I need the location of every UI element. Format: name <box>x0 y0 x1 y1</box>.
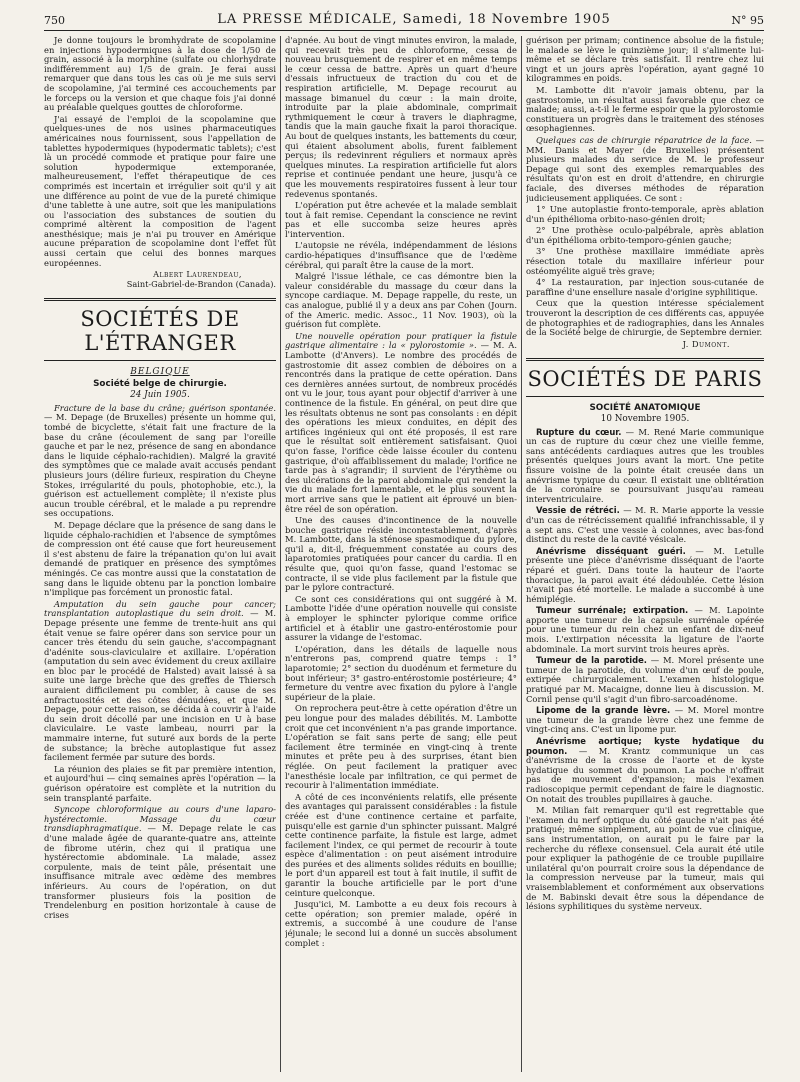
paragraph <box>526 547 764 605</box>
article-body: — M. Depage présente une femme de trente-huit ans qui était venue se faire opérer dans son service pour un cancer très étendu du sein gauche, s'accompagnant d'adénite sous-claviculaire et axillaire. L'opération (amputation du sein avec évidement du creux axillaire en bloc par le procédé de Halsted) avait laissé à sa suite une large brèche que des greffes de Thiersch auraient difficilement pu combler, à cause de ses anfractuosités et des côtes dénudées, et que M. Depage, pour cette raison, se décida à couvrir à l'aide du sein droit décollé par une incision en U à base claviculaire. Le vaste lambeau, nourri par la mammaire interne, fut suturé aux bords de la perte de substance; la brèche autoplastique fut assez facilement fermée par suture des bords. <box>44 608 276 763</box>
signature-place: Saint-Gabriel-de-Brandon (Canada). <box>126 279 276 290</box>
paragraph: M. Milian fait remarquer qu'il est regrettable que l'examen du nerf optique du côté gauche n'ait pas été pratiqué; même simplement, au point de vue clinique, sans instrumentation, on aurait pu le faire par la recherche du réflexe consensuel. Cela aurait été utile pour expliquer la pathogénie de ce trouble pupillaire unilatéral qu'on pourrait croire sous la dépendance de la compression nerveuse par la tumeur, mais qui vraisemblablement et conformément aux observations de M. Babinski devait être sous la dépendance de lésions syphilitiques du système nerveux. <box>526 805 764 912</box>
paragraph: Malgré l'issue léthale, ce cas démontre bien la valeur considérable du massage du cœur dans la syncope cardiaque. M. Depage rappelle, du reste, un cas analogue, publié il y a deux ans par Cohen (Journ. of the Americ. medic. Assoc., 11 Nov. 1903), où la guérison fut complète. <box>285 271 517 330</box>
article-body: — M. Letulle présente une pièce d'anévrisme disséquant de l'aorte réparé et guéri. Dans toute la hauteur de l'aorte thoracique, la paroi avait été dédoublée. Cette lésion n'avait pas été mortelle. Le malade a succombé à une hémiplégie. <box>526 545 764 604</box>
column-rule <box>521 36 522 1072</box>
section-title-etranger: SOCIÉTÉS DE L'ÉTRANGER <box>44 298 276 361</box>
paragraph: On reprochera peut-être à cette opération d'être un peu longue pour des malades débilités. M. Lambotte croit que cet inconvénient n'a pas grande importance. L'opération se fait sans perte de sang; elle peut facilement être terminée en vingt-cinq à trente minutes et prête peu à des surprises, étant bien réglée. On peut facilement la pratiquer avec l'anesthésie locale par infiltration, ce qui permet de recourir à l'alimentation immédiate. <box>285 703 517 791</box>
paragraph <box>526 506 764 544</box>
article-title: Anévrisme aortique; kyste hydatique du poumon. <box>526 736 764 756</box>
paragraph <box>44 805 276 920</box>
journal-title: LA PRESSE MÉDICALE, Samedi, 18 Novembre 1905 <box>217 12 611 27</box>
paragraph: Jusqu'ici, M. Lambotte a eu deux fois recours à cette opération; son premier malade, opéré in extremis, a succombé à une coudure de l'anse jéjunale; le second lui a donné un succès absolument complet : <box>285 899 517 948</box>
article-title: Tumeur surrénale; extirpation. <box>536 605 689 616</box>
signature <box>526 340 764 350</box>
paragraph: La réunion des plaies se fit par première intention, et aujourd'hui — cinq semaines après l'opération — la guérison opératoire est complète et la nutrition du sein transplanté parfaite. <box>44 763 276 803</box>
column-left <box>44 36 276 1074</box>
article-title: Syncope chloroformique au cours d'une laparo-hystérectomie. Massage du cœur transdiaphragmatique. <box>44 804 276 834</box>
paragraph: d'apnée. Au bout de vingt minutes environ, la malade, qui recevait très peu de chloroforme, cessa de nouveau brusquement de respirer et en même temps le cœur cessa de battre. Après un quart d'heure d'essais infructueux de traction du cou et de respiration artificielle, M. Depage recourut au massage bimanuel du cœur : la main droite, introduite par la plaie abdominale, comprimait rythmiquement le cœur à travers le diaphragme, tandis que la main gauche fixait la paroi thoracique. Au bout de quelques instants, les battements du cœur, qui étaient absolument abolis, furent faiblement perçus; ils redevinrent réguliers et normaux après quelques minutes. La respiration artificielle fut alors reprise et continuée pendant une heure, jusqu'à ce que les mouvements respiratoires fussent à leur tour redevenus spontanés. <box>285 36 517 199</box>
paragraph: L'autopsie ne révéla, indépendamment de lésions cardio-hépatiques d'insuffisance que de l'œdème cérébral, qui paraît être la cause de la mort. <box>285 240 517 270</box>
article-title: Amputation du sein gauche pour cancer; transplantation autoplastique du sein droit. <box>44 598 276 619</box>
article-body: — M. Krantz communique un cas d'anévrisme de la crosse de l'aorte et de kyste hydatique du sommet du poumon. La poche n'offrait pas de mouvement d'expansion; mais l'examen radioscopique permit cependant de faire le diagnostic. On notait des troubles pupillaires à gauche. <box>526 745 764 804</box>
list-item: 4° La restauration, par injection sous-cutanée de paraffine d'une ensellure nasale d'origine syphilitique. <box>526 277 764 297</box>
paragraph: A côté de ces inconvénients relatifs, elle présente des avantages qui paraissent considérables : la fistule créée est d'une continence certaine et parfaite, puisqu'elle est garnie d'un sphincter puissant. Malgré cette continence parfaite, la fistule est large, admet facilement l'index, ce qui permet de recourir à toute espèce d'alimentation : on peut aisément introduire des purées et des aliments solides réduits en bouillie; le port d'un appareil est tout à fait inutile, il suffit de garantir la bouche artificielle par le port d'une ceinture quelconque. <box>285 791 517 898</box>
article-body: — M. A. Lambotte (d'Anvers). Le nombre des procédés de gastrostomie dit assez combien de déboires on a rencontrés dans la pratique de cette opération. Dans ces dernières années surtout, de nombreux procédés ont vu le jour, tous ayant pour objectif d'arriver à une continence de la fistule. En général, on peut dire que les résultats obtenus ne sont pas consolants : en dépit des opérations les mieux conduites, en dépit des artifices ingénieux qui ont été proposés, il est rare que le résultat soit entièrement satisfaisant. Quoi qu'on fasse, l'orifice cède laisse écouler du contenu gastrique, d'où affaiblissement du malade; l'orifice ne tarde pas à s'agrandir; il survient de l'érythème ou des ulcérations de la paroi abdominale qui rendent la vie du malade fort lamentable, et le plus souvent la mort arrive sans que le patient ait éprouvé un bien-être réel de son opération. <box>285 340 517 514</box>
article-title: Quelques cas de chirurgie réparatrice de la face. <box>536 134 752 145</box>
article-body: — M. R. Marie apporte la vessie d'un cas de rétrécissement qualifié infranchissable, il y a sept ans. C'est une vessie à colonnes, avec bas-fond distinct du reste de la cavité vésicale. <box>526 505 764 545</box>
society-heading: Société belge de chirurgie. <box>93 378 227 389</box>
paragraph: Ceux que la question intéresse spécialement trouveront la description de ces différents cas, appuyée de photographies et de radiographies, dans les Annales de la Société belge de chirurgie, de Septembre dernier. <box>526 298 764 338</box>
page-header <box>44 8 764 31</box>
column-middle <box>285 36 517 1074</box>
paragraph <box>285 332 517 514</box>
article-body: — M. Depage (de Bruxelles) présente un homme qui, tombé de bicyclette, s'était fait une fracture de la base du crâne (écoulement de sang par l'oreille gauche et par le nez, présence de sang en abondance dans le liquide céphalo-rachidien). Malgré la gravité des symptômes que ce malade avait accusés pendant plusieurs jours (délire furieux, respiration du Cheyne Stokes, irrégularité du pouls, photophobie, etc.), la guérison est actuellement complète; il n'existe plus aucun trouble cérébral, et le malade a pu reprendre ses occupations. <box>44 412 276 519</box>
session-date: 10 Novembre 1905. <box>600 413 690 424</box>
article-body: — M. Depage relate le cas d'une malade âgée de quarante-quatre ans, atteinte de fibrome utérin, chez qui il pratiqua une hystérectomie abdominale. La malade, assez corpulente, mais de teint pâle, présentait une insuffisance mitrale avec œdème des membres inférieurs. Au cours de l'opération, on dut transformer plusieurs fois la position de Trendelenburg en position horizontale à cause de crises <box>44 823 276 920</box>
article-title: Rupture du cœur. <box>536 426 622 437</box>
signature <box>44 270 276 290</box>
paragraph <box>526 606 764 654</box>
article-body: — M. Morel présente une tumeur de la parotide, du volume d'un œuf de poule, extirpée chirurgicalement. L'examen histologique pratiqué par M. Macaigne, donne lieu à discussion. M. Cornil pense qu'il s'agit d'un fibro-sarcoadénome. <box>526 655 764 704</box>
page-number: 750 <box>44 14 65 27</box>
paragraph <box>526 737 764 804</box>
column-right <box>526 36 764 1074</box>
article-title: Fracture de la base du crâne; guérison spontanée. <box>54 402 276 413</box>
paragraph <box>44 404 276 519</box>
paragraph: M. Lambotte dit n'avoir jamais obtenu, par la gastrostomie, un résultat aussi favorable que chez ce malade; aussi, a-t-il le ferme espoir que la pylorostomie constituera un progrès dans le traitement des sténoses œsophagiennes. <box>526 84 764 134</box>
signature-name: J. Dumont. <box>682 338 730 349</box>
paragraph: Une des causes d'incontinence de la nouvelle bouche gastrique réside incontestablement, d'après M. Lambotte, dans la sténose spasmodique du pylore, qu'il a, dit-il, fréquemment constatée au cours des laparotomies pratiquées pour cancer du cardia. Il en résulte que, quoi qu'on fasse, quand l'estomac se contracte, il se vide plus facilement par la fistule que par le pylore contracturé. <box>285 515 517 593</box>
article-title: Lipome de la grande lèvre. <box>536 705 671 716</box>
column-rule <box>280 36 281 1072</box>
article-body: — MM. Danis et Mayer (de Bruxelles) présentent plusieurs malades du service de M. le professeur Depage qui sont des exemples remarquables des résultats qu'on est en droit d'attendre, en chirurgie faciale, des diverses méthodes de réparation judicieusement appliquées. Ce sont : <box>526 134 764 203</box>
paragraph: J'ai essayé de l'emploi de la scopolamine que quelques-unes de nos usines pharmaceutiques américaines nous fournissent, sous l'appellation de tablettes hypodermiques (hypodermatic tablets); c'est là un procédé commode et pratique pour faire une solution hypodermique extemporanée, malheureusement, l'effet thérapeutique de ces comprimés est incertain et irrégulier soit qu'il y ait une différence au point de vue de la pureté chimique d'une tablette à une autre, soit que les manipulations ou l'association des substances de soutien du comprimé altèrent la composition de l'agent anesthésique; mais je n'ai pu trouver en Amérique aucune préparation de scopolamine dont l'effet fût aussi certain que celui des bonnes marques européennes. <box>44 113 276 268</box>
session-date: 24 Juin 1905. <box>130 389 190 400</box>
article-title: Vessie de rétréci. <box>536 505 620 516</box>
paragraph <box>526 136 764 203</box>
country-heading: BELGIQUE <box>130 366 190 377</box>
paragraph <box>526 706 764 735</box>
list-item: 3° Une prothèse maxillaire immédiate après résection totale du maxillaire inférieur pour ostéomyélite aiguë très grave; <box>526 246 764 276</box>
paragraph: M. Depage déclare que la présence de sang dans le liquide céphalo-rachidien et l'absence de symptômes de compression ont été cause que fort heureusement il s'est abstenu de faire la trépanation qu'on lui avait demandé de pratiquer en présence des symptômes méningés. Ce cas montre aussi que la constatation de sang dans le liquide obtenu par la ponction lombaire n'implique pas forcément un pronostic fatal. <box>44 519 276 598</box>
signature-name: Albert Laurendeau, <box>153 269 242 280</box>
article-title: Anévrisme disséquant guéri. <box>536 545 686 556</box>
list-item: 1° Une autoplastie fronto-temporale, après ablation d'un épithélioma orbito-naso-génien droit; <box>526 204 764 224</box>
paragraph: L'opération put être achevée et la malade semblait tout à fait remise. Cependant la conscience ne revint pas et elle succomba seize heures après l'intervention. <box>285 200 517 239</box>
paragraph <box>526 656 764 704</box>
paragraph: L'opération, dans les détails de laquelle nous n'entrerons pas, comprend quatre temps : 1° laparotomie; 2° section du duodénum et fermeture du bout inférieur; 3° gastro-entérostomie postérieure; 4° fermeture du ventre avec fixation du pylore à l'angle supérieur de la plaie. <box>285 643 517 702</box>
paragraph: guérison per primam; continence absolue de la fistule; le malade se lève le quinzième jour; il s'alimente lui-même et se déclare très satisfait. Il rentre chez lui vingt et un jours après l'opération, ayant gagné 10 kilogrammes en poids. <box>526 36 764 84</box>
society-heading: SOCIÉTÉ ANATOMIQUE <box>589 402 701 413</box>
paragraph: Ce sont ces considérations qui ont suggéré à M. Lambotte l'idée d'une opération nouvelle qui consiste à employer le sphincter pylorique comme orifice artificiel et à établir une gastro-entérostomie pour assurer la vidange de l'estomac. <box>285 593 517 643</box>
list-item: 2° Une prothèse oculo-palpébrale, après ablation d'un épithélioma orbito-temporo-génien gauche; <box>526 225 764 245</box>
article-body: — M. René Marie communique un cas de rupture du cœur chez une vieille femme, sans antécédents cardiaques autres que les troubles présentés quelques jours avant la mort. Une petite fissure voisine de la pointe était creusée dans un anévrisme typique du cœur. Il existait une oblitération de la coronaire se poursuivant jusqu'au rameau interventriculaire. <box>526 426 764 504</box>
paragraph: Je donne toujours le bromhydrate de scopolamine en injections hypodermiques à la dose de 1/50 de grain, associé à la morphine (sulfate ou chlorhydrate indifféremment au) 1/5 de grain. Je ferai aussi remarquer que dans tous les cas où je me suis servi de scopolamine, j'ai terminé ces accouchements par le forceps ou la version et que chaque fois j'ai donné au préalable quelques gouttes de chloroforme. <box>44 36 276 113</box>
article-body: — M. Lapointe apporte une tumeur de la capsule surrénale opérée pour une tumeur du rein chez un enfant de dix-neuf mois. L'extirpation nécessita la ligature de l'aorte abdominale. La mort survint trois heures après. <box>526 605 764 654</box>
section-title-paris: SOCIÉTÉS DE PARIS <box>526 358 764 397</box>
paragraph <box>44 600 276 763</box>
article-title: Une nouvelle opération pour pratiquer la fistule gastrique alimentaire : la « pylorostomie ». <box>285 330 517 351</box>
issue-number: N° 95 <box>731 14 764 27</box>
article-title: Tumeur de la parotide. <box>536 655 647 666</box>
paragraph <box>526 428 764 505</box>
article-body: — M. Morel montre une tumeur de la grande lèvre chez une femme de vingt-cinq ans. C'est un lipome pur. <box>526 705 764 735</box>
